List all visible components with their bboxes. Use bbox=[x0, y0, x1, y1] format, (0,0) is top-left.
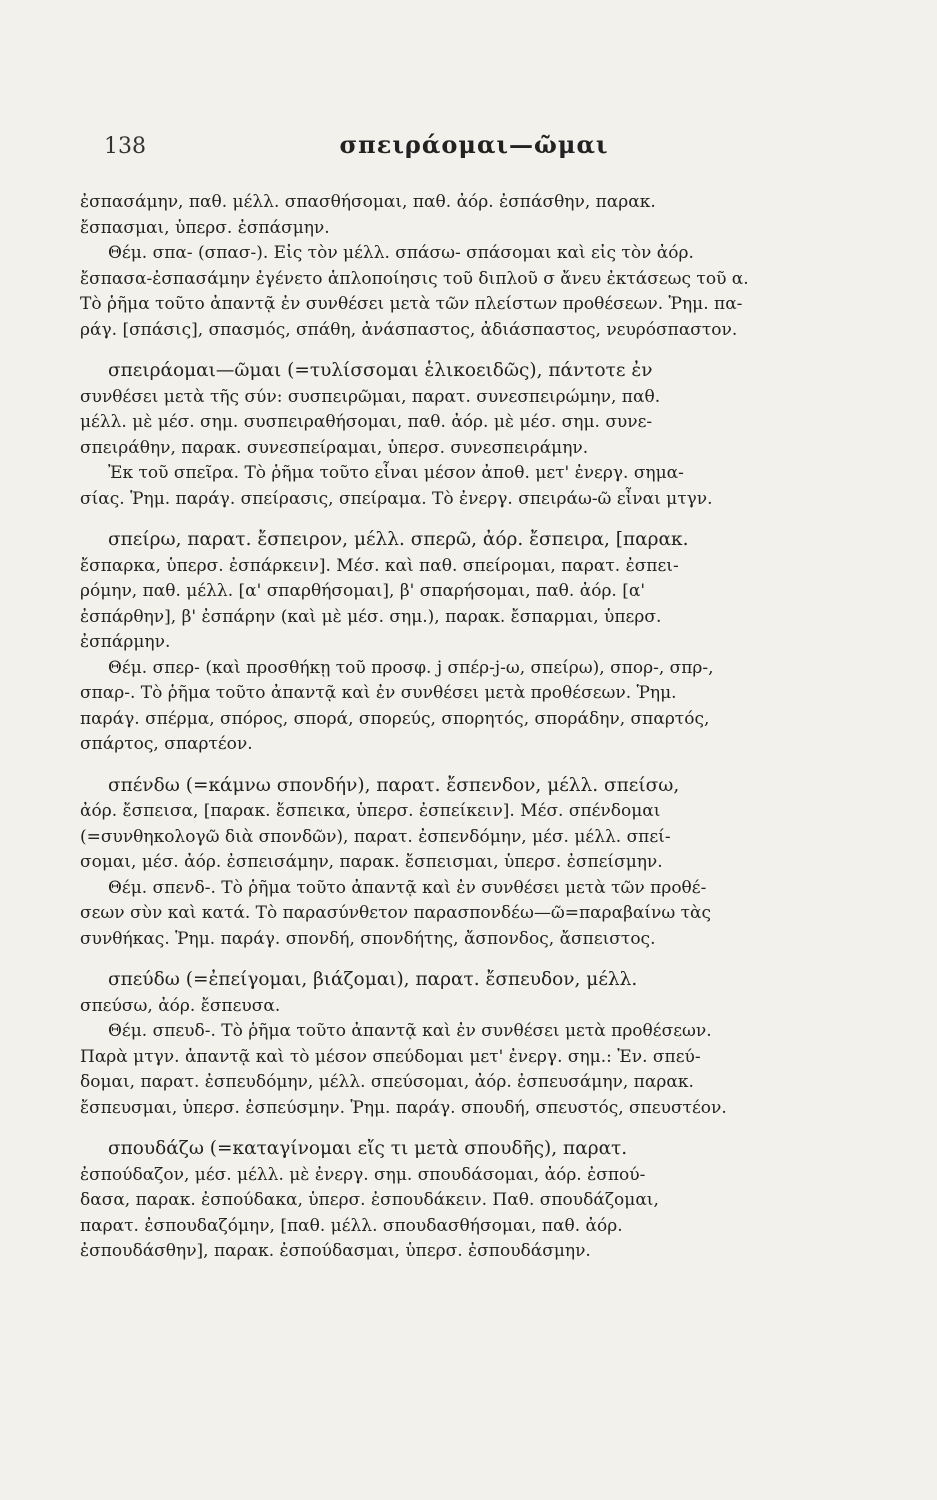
text-line: (=συνθηκολογῶ διὰ σπονδῶν), παρατ. ἐσπενδόμην, μέσ. μέλλ. σπεί- bbox=[80, 826, 671, 847]
text-line: ρόμην, παθ. μέλλ. [α' σπαρθήσομαι], β' σπαρήσομαι, παθ. ἀόρ. [α' bbox=[80, 581, 646, 601]
text-line: σπεύσω, ἀόρ. ἔσπευσα. bbox=[80, 995, 281, 1016]
entry-speiro bbox=[80, 526, 850, 758]
page-body bbox=[80, 190, 850, 1279]
text-line: ἔσπασα-ἐσπασάμην ἐγένετο ἁπλοποίησις τοῦ διπλοῦ σ ἄνευ ἐκτάσεως τοῦ α. bbox=[80, 268, 749, 289]
text-line: σεων σὺν καὶ κατά. Τὸ παρασύνθετον παρασπονδέω—ῶ=παραβαίνω τὰς bbox=[80, 903, 712, 923]
entry-spoudazo bbox=[80, 1135, 850, 1265]
text-line: ἔσπαρκα, ὑπερσ. ἐσπάρκειν]. Μέσ. καὶ παθ. σπείρομαι, παρατ. ἐσπει- bbox=[80, 555, 679, 576]
text-line: συνθέσει μετὰ τῆς σύν: συσπειρῶμαι, παρατ. συνεσπειρώμην, παθ. bbox=[80, 386, 661, 407]
text-line: σπειράθην, παρακ. συνεσπείραμαι, ὑπερσ. συνεσπειράμην. bbox=[80, 437, 589, 458]
page-header bbox=[104, 130, 844, 170]
headword-line: σπειράομαι—ῶμαι (=τυλίσσομαι ἑλικοειδῶς), πάντοτε ἐν bbox=[108, 360, 653, 381]
headword-line: σπένδω (=κάμνω σπονδήν), παρατ. ἔσπενδον, μέλλ. σπείσω, bbox=[108, 774, 680, 796]
text-line: Θέμ. σπενδ-. Τὸ ῥῆμα τοῦτο ἀπαντᾷ καὶ ἐν συνθέσει μετὰ τῶν προθέ- bbox=[108, 877, 707, 898]
text-line: Θέμ. σπευδ-. Τὸ ῥῆμα τοῦτο ἀπαντᾷ καὶ ἐν συνθέσει μετὰ προθέσεων. bbox=[108, 1021, 712, 1041]
entry-spao-continuation bbox=[80, 190, 850, 343]
text-line: ράγ. [σπάσις], σπασμός, σπάθη, ἀνάσπαστος, ἀδιάσπαστος, νευρόσπαστον. bbox=[80, 319, 738, 340]
text-line: ἐσπασάμην, παθ. μέλλ. σπασθήσομαι, παθ. ἀόρ. ἐσπάσθην, παρακ. bbox=[80, 192, 656, 212]
text-line: δομαι, παρατ. ἐσπευδόμην, μέλλ. σπεύσομαι, ἀόρ. ἐσπευσάμην, παρακ. bbox=[80, 1072, 694, 1092]
text-line: ἐσπάρμην. bbox=[80, 632, 171, 652]
text-line: Ἐκ τοῦ σπεῖρα. Τὸ ῥῆμα τοῦτο εἶναι μέσον ἀποθ. μετ' ἐνεργ. σημα- bbox=[108, 463, 684, 483]
text-line: ἔσπασμαι, ὑπερσ. ἐσπάσμην. bbox=[80, 217, 330, 238]
text-line: Τὸ ῥῆμα τοῦτο ἀπαντᾷ ἐν συνθέσει μετὰ τῶν πλείστων προθέσεων. Ῥημ. πα- bbox=[80, 294, 743, 314]
text-line: ἔσπευσμαι, ὑπερσ. ἐσπεύσμην. Ῥημ. παράγ. σπουδή, σπευστός, σπευστέον. bbox=[80, 1097, 727, 1118]
text-line: δασα, παρακ. ἐσπούδακα, ὑπερσ. ἐσπουδάκειν. Παθ. σπουδάζομαι, bbox=[80, 1190, 659, 1210]
text-line: σίας. Ῥημ. παράγ. σπείρασις, σπείραμα. Τὸ ἐνεργ. σπειράω-ῶ εἶναι μτγν. bbox=[80, 488, 713, 509]
text-line: σπάρτος, σπαρτέον. bbox=[80, 734, 253, 754]
text-line: σπαρ-. Τὸ ῥῆμα τοῦτο ἀπαντᾷ καὶ ἐν συνθέσει μετὰ προθέσεων. Ῥημ. bbox=[80, 683, 677, 703]
text-line: ἐσπάρθην], β' ἐσπάρην (καὶ μὲ μέσ. σημ.), παρακ. ἔσπαρμαι, ὑπερσ. bbox=[80, 606, 662, 627]
entry-speiraomai bbox=[80, 357, 850, 512]
headword-line: σπουδάζω (=καταγίνομαι εἴς τι μετὰ σπουδῆς), παρατ. bbox=[108, 1138, 628, 1159]
entry-spendo bbox=[80, 772, 850, 953]
text-line: συνθήκας. Ῥημ. παράγ. σπονδή, σπονδήτης, ἄσπονδος, ἄσπειστος. bbox=[80, 928, 656, 949]
text-line: ἀόρ. ἔσπεισα, [παρακ. ἔσπεικα, ὑπερσ. ἐσπείκειν]. Μέσ. σπένδομαι bbox=[80, 801, 661, 821]
text-line: Θέμ. σπερ- (καὶ προσθήκῃ τοῦ προσφ. j σπέρ-j-ω, σπείρω), σπορ-, σπρ-, bbox=[108, 657, 714, 678]
entry-speudo bbox=[80, 966, 850, 1121]
text-line: παράγ. σπέρμα, σπόρος, σπορά, σπορεύς, σπορητός, σποράδην, σπαρτός, bbox=[80, 708, 710, 729]
text-line: σομαι, μέσ. ἀόρ. ἐσπεισάμην, παρακ. ἔσπεισμαι, ὑπερσ. ἐσπείσμην. bbox=[80, 852, 663, 872]
page-number: 138 bbox=[104, 134, 146, 159]
text-line: μέλλ. μὲ μέσ. σημ. συσπειραθήσομαι, παθ. ἀόρ. μὲ μέσ. σημ. συνε- bbox=[80, 412, 653, 432]
headword-line: σπεύδω (=ἐπείγομαι, βιάζομαι), παρατ. ἔσπευδον, μέλλ. bbox=[108, 969, 638, 990]
text-line: Θέμ. σπα- (σπασ-). Εἰς τὸν μέλλ. σπάσω- σπάσομαι καὶ εἰς τὸν ἀόρ. bbox=[108, 243, 694, 263]
text-line: ἐσπούδαζον, μέσ. μέλλ. μὲ ἐνεργ. σημ. σπουδάσομαι, ἀόρ. ἐσπού- bbox=[80, 1164, 646, 1185]
text-line: Παρὰ μτγν. ἀπαντᾷ καὶ τὸ μέσον σπεύδομαι μετ' ἐνεργ. σημ.: Ἐν. σπεύ- bbox=[80, 1046, 701, 1067]
text-line: ἐσπουδάσθην], παρακ. ἐσπούδασμαι, ὑπερσ. ἐσπουδάσμην. bbox=[80, 1241, 591, 1261]
running-head: σπειράομαι—ῶμαι bbox=[339, 130, 609, 159]
text-line: παρατ. ἐσπουδαζόμην, [παθ. μέλλ. σπουδασθήσομαι, παθ. ἀόρ. bbox=[80, 1215, 623, 1236]
headword-line: σπείρω, παρατ. ἔσπειρον, μέλλ. σπερῶ, ἀόρ. ἔσπειρα, [παρακ. bbox=[108, 529, 689, 550]
